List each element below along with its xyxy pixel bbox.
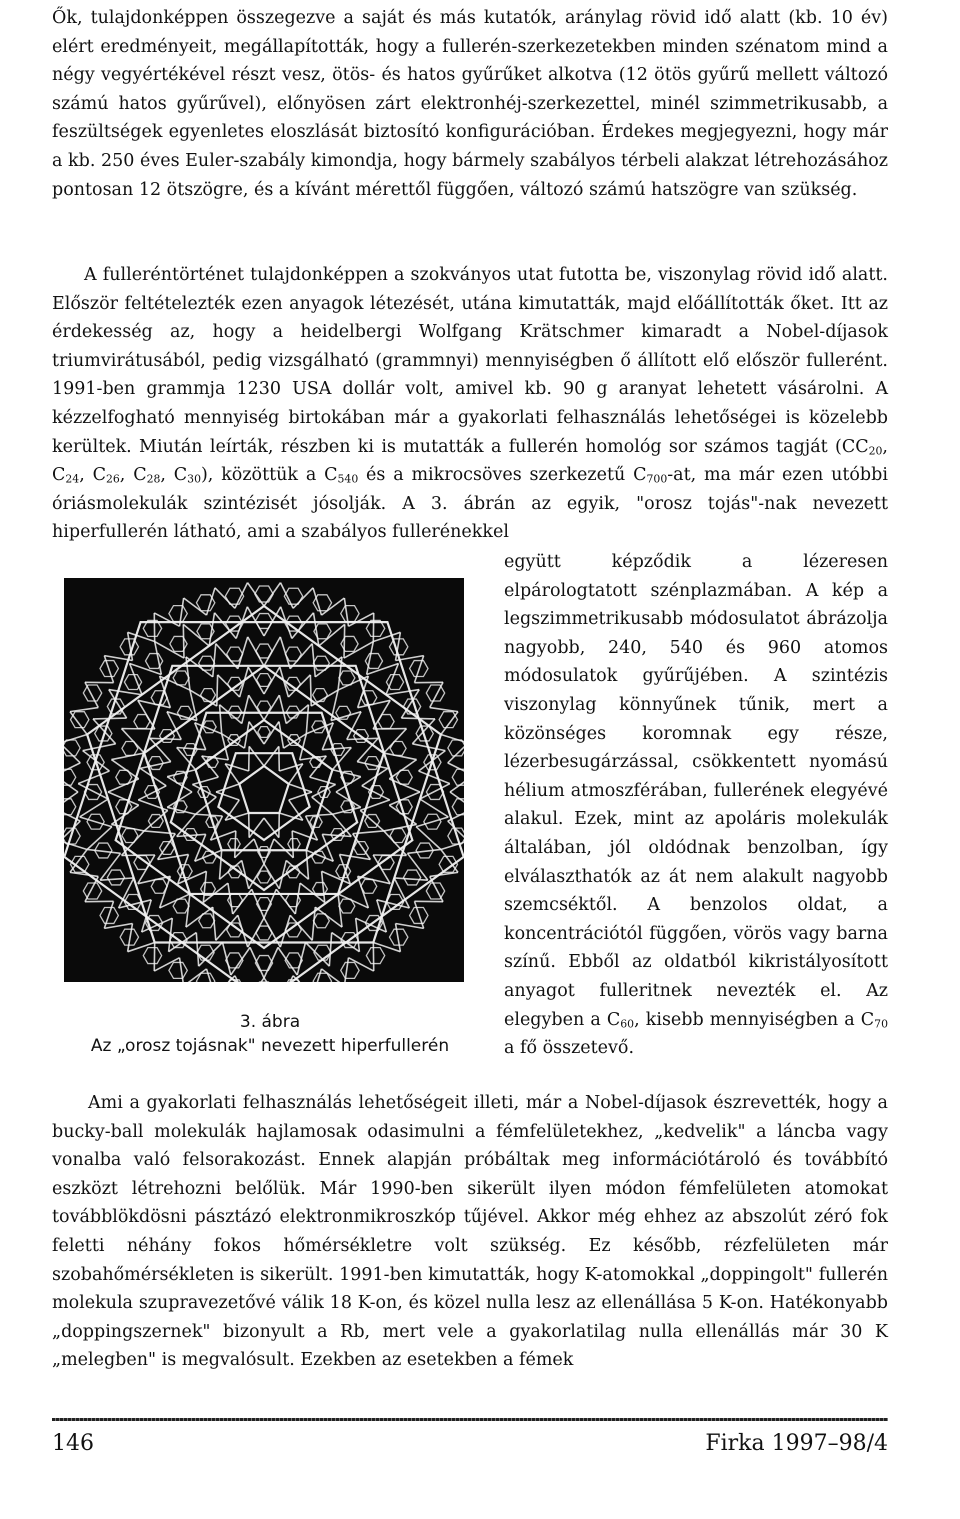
wireframe-ring (199, 656, 215, 670)
wireframe-spoke (389, 792, 420, 805)
wireframe-spoke (217, 675, 218, 706)
wireframe-spoke (154, 613, 179, 626)
wireframe-ring (64, 622, 463, 982)
wireframe-spoke (315, 907, 342, 927)
wireframe-ring (396, 800, 412, 814)
wireframe-ring (151, 691, 167, 705)
wireframe-spoke (396, 924, 401, 952)
wireframe-spoke (419, 751, 446, 771)
wireframe-ring (390, 742, 406, 756)
wireframe-spoke (215, 588, 235, 608)
wireframe-spoke (249, 695, 264, 720)
wireframe-spoke (441, 735, 464, 743)
wireframe-ring (124, 675, 141, 690)
hyperfullerene-image (64, 578, 464, 982)
wireframe-spoke (64, 735, 87, 743)
wireframe-ring (396, 770, 412, 784)
wireframe-spoke (430, 872, 458, 876)
wireframe-ring (173, 671, 189, 685)
wireframe-spoke (111, 760, 138, 779)
wireframe-spoke (280, 976, 293, 982)
wireframe-spoke (177, 748, 206, 750)
wireframe-spoke (119, 878, 134, 908)
wireframe-ring (403, 870, 420, 885)
wireframe-spoke (104, 656, 113, 683)
formula-c540: $C_{540}$ (324, 465, 359, 486)
formula-c700: $C_{700}$ (633, 465, 668, 486)
wireframe-spoke (167, 777, 192, 792)
wireframe-spoke (183, 624, 209, 646)
wireframe-ring (285, 647, 301, 661)
wireframe-spoke (138, 800, 167, 810)
wireframe-spoke (108, 792, 139, 805)
wireframe-ring (258, 727, 270, 738)
wireframe-ring (341, 606, 359, 622)
wireframe-ring (339, 671, 355, 685)
wireframe-ring (354, 842, 369, 855)
wireframe-spoke (186, 907, 213, 927)
wireframe-spoke (384, 753, 417, 760)
wireframe-spoke (289, 792, 312, 800)
wireframe-spoke (310, 675, 311, 706)
wireframe-ring (288, 839, 300, 850)
wireframe-ring (426, 883, 444, 899)
wireframe-spoke (254, 839, 264, 864)
wireframe-ring (83, 685, 101, 701)
wireframe-ring (255, 614, 272, 629)
wireframe-ring (83, 883, 101, 899)
wireframe-spoke (386, 690, 419, 695)
wireframe-spoke (242, 695, 249, 723)
wireframe-spoke (250, 947, 264, 978)
paragraph-1: Ők, tulajdonképpen összegezve a saját és más kutatók, aránylag rövid idő alatt (kb. 10 év) elért eredményeit, megállapították, hogy a fullerén-szerkezetekben minden szénatom mind a négy vegyértékével részt vesz, ötös- és hatos gyűrűket alkotva (12 ötös gyűrű mellett változó számú hatos gyűrűvel), előnyösen zárt elektronhéj-szerkezettel, minél szimmetrikusabb, a feszültségek egyenletes eloszlását biztosító konfigurációban. Érdekes megjegyezni, hogy már a kb. 250 éves Euler-szabály kimondja, hogy bármely szabályos térbeli alakzat létrehozásához pontosan 12 ötszögre, és a kívánt mérettől függően, változó számú hatszögre van szükség. (52, 8, 888, 200)
wireframe-spoke (104, 901, 113, 928)
wireframe-ring (257, 871, 271, 883)
wireframe-ring (122, 829, 138, 843)
wireframe-spoke (315, 657, 342, 677)
wireframe-spoke (109, 690, 142, 695)
wireframe-ring (256, 644, 272, 658)
wireframe-spoke (83, 751, 110, 771)
wireframe-ring (426, 685, 444, 701)
formula-c60: $C_{60}$ (606, 1009, 635, 1031)
wireframe-ring (341, 962, 359, 978)
wireframe-spoke (293, 976, 313, 982)
formula-c26: $C_{26}$ (92, 465, 120, 486)
wireframe-spoke (235, 831, 236, 858)
wireframe-spoke (196, 814, 223, 816)
wireframe-ring (239, 766, 288, 813)
wireframe-spoke (389, 760, 416, 779)
wireframe-spoke (340, 854, 371, 859)
wireframe-ring (107, 870, 124, 885)
wireframe-ring (378, 715, 394, 729)
paragraph-2-part-c: és a mikrocsöves szerkezetű (358, 465, 634, 486)
wireframe-spoke (292, 831, 293, 858)
wireframe-spoke (347, 738, 378, 739)
wireframe-spoke (177, 748, 196, 770)
wireframe-spoke (430, 708, 458, 712)
wireframe-ring (366, 948, 384, 964)
wireframe-spoke (121, 729, 144, 754)
wireframe-spoke (419, 771, 450, 784)
wireframe-spoke (332, 748, 351, 770)
wireframe-ring (257, 674, 272, 687)
wireframe-spoke (416, 817, 448, 827)
wireframe-spoke (104, 924, 132, 929)
wireframe-ring (122, 742, 138, 756)
wireframe-ring (227, 647, 243, 661)
paragraph-3-wrap (52, 1089, 888, 1375)
wireframe-spoke (384, 729, 407, 754)
wireframe-ring (169, 962, 187, 978)
wireframe-spoke (183, 624, 184, 658)
wireframe-ring (313, 595, 331, 611)
wireframe-spoke (311, 690, 338, 706)
wireframe-spoke (322, 748, 351, 750)
side-text-part-c: a fő összetevő. (504, 1038, 635, 1059)
wireframe-ring (255, 586, 273, 602)
wireframe-spoke (87, 827, 112, 850)
wireframe-spoke (293, 588, 313, 608)
wireframe-ring (173, 899, 189, 913)
wireframe-spoke (336, 777, 361, 792)
wireframe-spoke (203, 871, 206, 902)
wireframe-ring (169, 606, 187, 622)
wireframe-spoke (344, 624, 345, 658)
wireframe-spoke (396, 924, 424, 929)
wireframe-ring (87, 606, 441, 942)
wireframe-spoke (306, 814, 333, 816)
formula-c20: $C_{20}$ (855, 436, 883, 458)
wireframe-spoke (348, 958, 373, 971)
wireframe-spoke (394, 878, 428, 880)
wireframe-spoke (80, 817, 112, 827)
wireframe-spoke (220, 850, 222, 879)
wireframe-ring (313, 656, 329, 670)
wireframe-ring (257, 701, 271, 713)
wireframe-ring (170, 636, 187, 651)
wireframe-spoke (100, 878, 134, 880)
wireframe-ring (341, 636, 358, 651)
wireframe-spoke (192, 777, 218, 784)
wireframe-spoke (416, 827, 441, 850)
wireframe-spoke (278, 947, 297, 975)
wireframe-ring (390, 829, 406, 843)
wireframe-spoke (93, 718, 127, 719)
wireframe-spoke (322, 834, 351, 836)
wireframe-ring (116, 800, 132, 814)
wireframe-spoke (401, 718, 435, 719)
wireframe-spoke (264, 746, 279, 766)
wireframe-spoke (177, 834, 206, 836)
wireframe-spoke (215, 976, 235, 982)
wireframe-ring (361, 879, 377, 893)
wireframe-ring (288, 735, 300, 746)
wireframe-spoke (186, 657, 213, 677)
wireframe-spoke (360, 800, 389, 810)
wireframe-spoke (111, 753, 144, 760)
wireframe-spoke (216, 792, 239, 800)
wireframe-spoke (87, 849, 120, 853)
wireframe-spoke (158, 854, 189, 859)
wireframe-spoke (154, 958, 179, 971)
wireframe-spoke (279, 695, 286, 723)
wireframe-spoke (128, 924, 133, 952)
wireframe-ring (196, 595, 214, 611)
wireframe-ring (116, 770, 132, 784)
wireframe-spoke (216, 784, 239, 792)
wireframe-spoke (238, 637, 248, 669)
wireframe-spoke (306, 850, 308, 879)
side-text-part-b: , kisebb mennyiségben a (634, 1009, 861, 1030)
wireframe-spoke (249, 746, 264, 766)
paragraph-3: Ami a gyakorlati felhasználás lehetőségeit illeti, már a Nobel-díjasok észrevették, hogy a bucky-ball molekulák hajlamosak odasimulni a fémfelületekhez, „kedvelik" a láncba vagy vonalba való felsorakozást. Ennek alapján próbáltak meg információtároló és továbbító eszközt létrehozni belőlük. Már 1990-ben sikerült ilyen módon fémfelületen atomokat továbblökdösni pásztázó elektronmikroszkóp tűjével. Akkor még ehhez az abszolút zéró fok feletti néhány fokos hőmérsékletre volt szükség. Ez később, rézfelületen már szobahőmérsékleten is sikerült. 1991-ben kimutatták, hogy K-atomokkal „doppingolt" fullerén molekula szupravezetővé válik 18 K-on, és közel nulla lesz az ellenállása 5 K-on. Hatékonyabb „doppingszernek" bizonyult a Rb, mert vele a gyakorlatilag nulla ellenállás már 30 K „melegben" is megvalósult. Ezekben az esetekben a fémek (52, 1093, 888, 1371)
wireframe-spoke (306, 705, 308, 734)
wireframe-spoke (140, 762, 171, 769)
wireframe-spoke (289, 784, 312, 792)
wireframe-ring (143, 948, 161, 964)
wireframe-ring (199, 914, 215, 928)
wireframe-ring (145, 654, 162, 669)
formula-c30: $C_{30}$ (173, 465, 201, 486)
wireframe-ring (448, 740, 464, 756)
figure-3 (52, 578, 488, 1086)
wireframe-spoke (319, 624, 345, 646)
wireframe-spoke (78, 771, 109, 784)
wireframe-spoke (300, 883, 325, 902)
wireframe-spoke (203, 883, 228, 902)
wireframe-spoke (414, 901, 423, 928)
wireframe-spoke (322, 871, 325, 902)
wireframe-ring (339, 899, 355, 913)
formula-c24: $C_{24}$ (52, 465, 80, 486)
wireframe-spoke (264, 695, 279, 720)
wireframe-spoke (220, 705, 222, 734)
wireframe-ring (313, 689, 328, 702)
wireframe-ring (134, 715, 150, 729)
wireframe-spoke (264, 839, 274, 864)
wireframe-ring (64, 740, 80, 756)
figure-side-text (504, 548, 888, 1063)
wireframe-ring (361, 691, 377, 705)
wireframe-spoke (414, 656, 423, 683)
wireframe-ring (144, 666, 384, 894)
wireframe-spoke (280, 637, 290, 669)
wireframe-ring (201, 689, 216, 702)
wireframe-ring (256, 926, 272, 940)
paragraph-2-part-b: ), közöttük a (200, 465, 325, 486)
hyperfullerene-drawing (64, 578, 464, 982)
wireframe-spoke (394, 878, 409, 908)
wireframe-spoke (264, 947, 278, 978)
journal-issue: Firka 1997–98/4 (705, 1431, 888, 1456)
wireframe-ring (148, 757, 163, 770)
wireframe-ring (228, 735, 240, 746)
formula-c28: $C_{28}$ (133, 465, 161, 486)
paragraph-2: A fulleréntörténet tulajdonképpen a szokványos utat futotta be, viszonylag rövid idő alatt. Először feltételezték ezen anyagok létezését, utána kimutatták, majd előállították őket. Itt az érdekesség az, hogy a heidelbergi Wolfgang Krätschmer kimaradt a Nobel-díjasok triumvirátusából, pedig vizsgálható (grammnyi) mennyiségben ő állított elő először fullerént. 1991-ben grammja 1230 USA dollár volt, amivel kb. 90 g aranyat lehetett vásárolni. A kézzelfogható mennyiség birtokában már a gyakorlati felhasználás lehetőségei is közelebb kerültek. Miután leírták, részben ki is mutatták a fullerén homológ sor számos tagját ($CC_{20}$, $C_{24}$, $C_{26}$, $C_{28}$, $C_{30}$), közöttük a $C_{540}$ és a mikrocsöves szerkezetű $C_{700}-at$, ma már ezen utóbbi óriásmolekulák szintézisét jósolják. A 3. ábrán az egyik, "orosz tojás"-nak nevezett hiperfullerén látható, ami a szabályos fullerénekkel (52, 265, 888, 543)
wireframe-spoke (190, 690, 217, 706)
wireframe-spoke (231, 947, 250, 975)
paragraph-2-part-a: A fulleréntörténet tulajdonképpen a szokványos utat futotta be, viszonylag rövid idő alatt. Először feltételezték ezen anyagok létezését, utána kimutatták, majd előállították őket. Itt az érdekesség az, hogy a heidelbergi Wolfgang Krätschmer kimaradt a Nobel-díjasok triumvirátusából, pedig vizsgálható (grammnyi) mennyiségben ő állított elő először fullerént. 1991-ben grammja 1230 USA dollár volt, amivel kb. 90 g aranyat lehetett vásárolni. A kézzelfogható mennyiség birtokában már a gyakorlati felhasználás lehetőségei is közelebb kerültek. Miután leírták, részben ki is mutatták a fullerén homológ sor számos tagját (C (52, 265, 888, 457)
wireframe-spoke (150, 738, 181, 739)
wireframe-spoke (70, 708, 98, 712)
wireframe-spoke (310, 777, 336, 784)
wireframe-ring (386, 675, 403, 690)
wireframe-ring (151, 879, 167, 893)
footer-divider (52, 1418, 888, 1421)
wireframe-spoke (70, 872, 98, 876)
figure-number: 3. ábra (239, 1012, 301, 1032)
wireframe-spoke (357, 762, 388, 769)
wireframe-ring (228, 839, 240, 850)
wireframe-ring (365, 654, 382, 669)
paragraph-2-part-d: -at, ma már ezen utóbbi óriásmolekulák szintézisét jósolják. A 3. ábrán az egyik, "orosz tojás"-nak nevezett hiperfullerén látható, ami a szabályos fullerénekkel (52, 465, 888, 543)
wireframe-ring (313, 914, 329, 928)
wireframe-ring (160, 842, 175, 855)
figure-caption: Az „orosz tojásnak" nevezett hiperfullerén (90, 1036, 450, 1056)
formula-c70: $C_{70}$ (860, 1009, 888, 1031)
page-number: 146 (52, 1431, 94, 1456)
wireframe-spoke (348, 613, 373, 626)
wireframe-ring (365, 757, 380, 770)
wireframe-spoke (407, 849, 440, 853)
side-text-part-a: együtt képződik a lézeresen elpárologtatott szénplazmában. A kép a legszimmetrikusabb módosulatot ábrázolja nagyobb, 240, 540 és 960 atomos módosulatok gyűrűjében. A szintézis viszonylag könnyűnek tűnik, mert a közönséges koromnak egy része, lézerbesugárzással, csökkentett nyomású hélium atmoszférában, fullerének elegyévé alakul. Ezek, mint az apoláris molekulák általában, jól oldódnak benzolban, így elválaszthatók az át nem alakult nagyobb szemcséktől. A benzolos oldat, a koncentrációtól függően, vörös vagy barna színű. Ebből az oldatból kikristályosított anyagot fulleritnek nevezték el. Az elegyben a (504, 552, 888, 1030)
wireframe-spoke (235, 976, 248, 982)
wireframe-ring (196, 720, 333, 850)
